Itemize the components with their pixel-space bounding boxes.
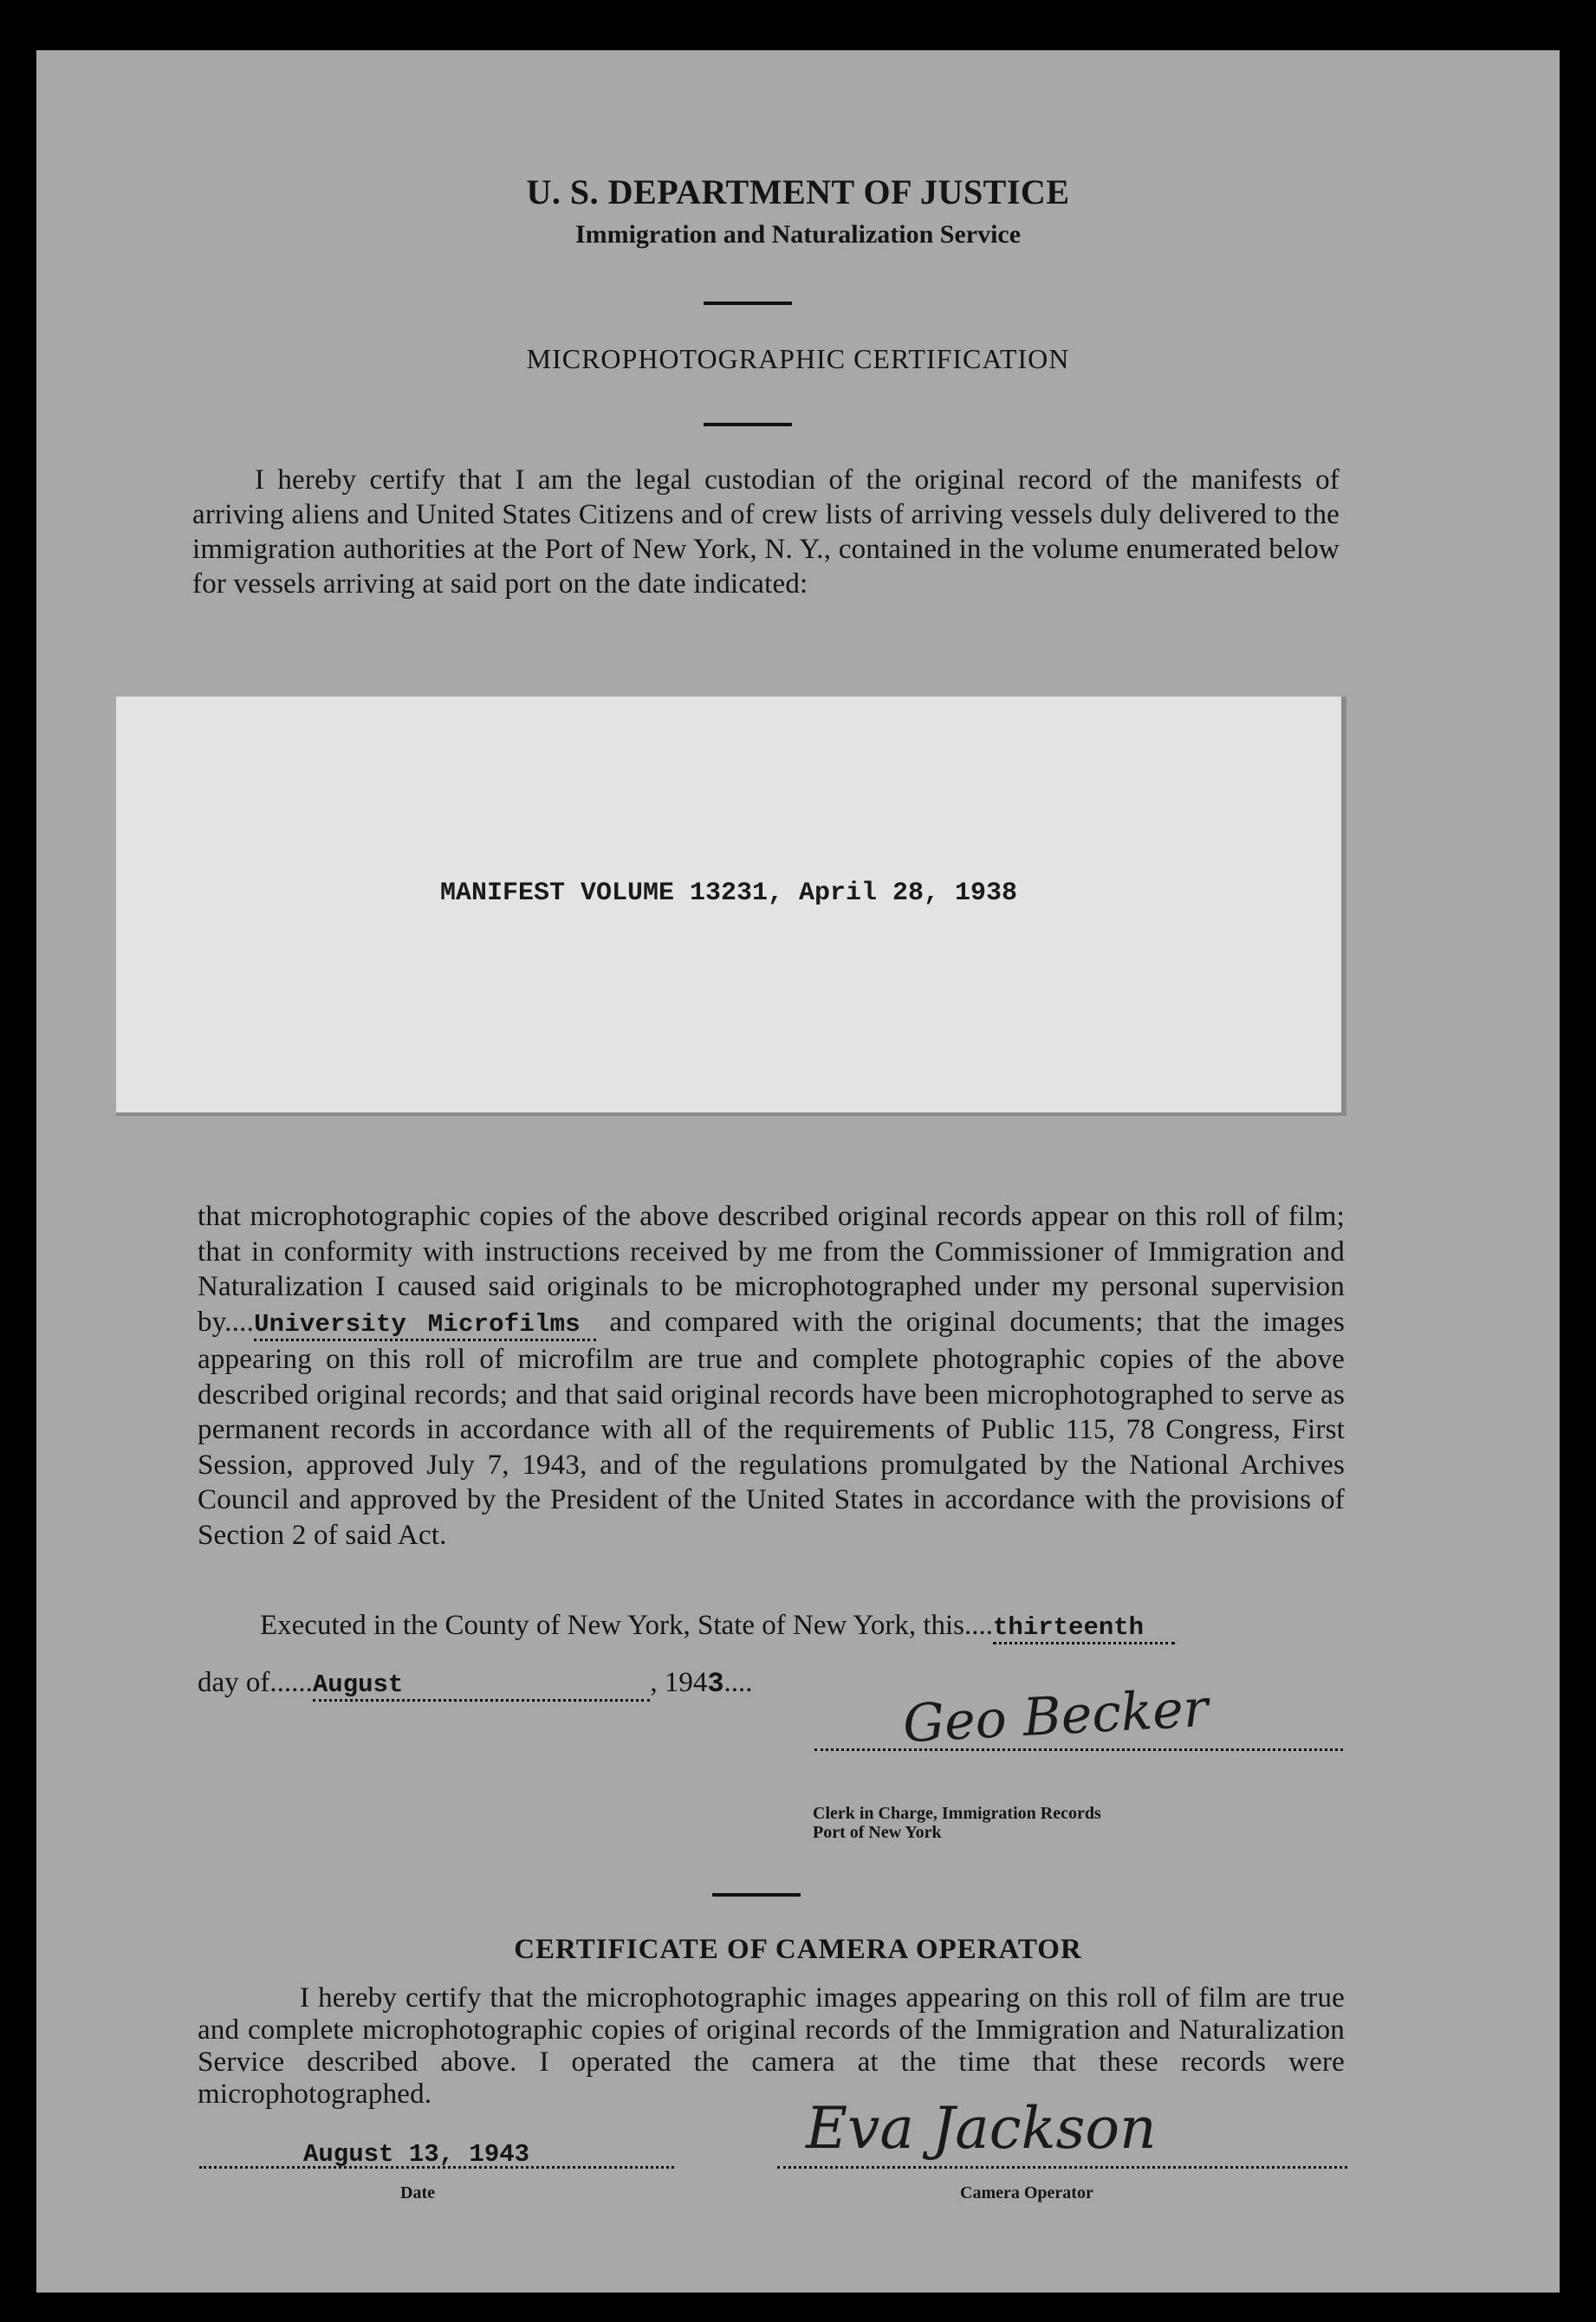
camera-certificate-title: CERTIFICATE OF CAMERA OPERATOR: [514, 1934, 1082, 1965]
executed-day: thirteenth: [993, 1613, 1175, 1644]
manifest-volume-label: MANIFEST VOLUME 13231, April 28, 1938: [439, 879, 1018, 908]
executed-year-prefix: , 194: [650, 1667, 708, 1698]
header-divider-bottom: [704, 423, 792, 426]
day-of-label: day of: [198, 1667, 270, 1698]
certificate-date: August 13, 1943: [303, 2140, 530, 2169]
operator-signature-line: [777, 2166, 1347, 2169]
intro-paragraph: I hereby certify that I am the legal custodian of the original record of the manifests of arriving aliens and United States Citizens and of crew lists of arriving vessels duly delivered to the immigration authorities at the Port of New York, N. Y., contained in the volume enumerated below for vessels arriving at said port on the date indicated:: [192, 464, 1340, 600]
service-subheading: Immigration and Naturalization Service: [574, 220, 1022, 249]
certificate-page: [36, 50, 1560, 2293]
clerk-signature-line: [814, 1748, 1343, 1751]
day-of-line: day of......August , 1943....: [198, 1667, 753, 1700]
section-divider: [712, 1893, 801, 1897]
date-label: Date: [400, 2183, 435, 2202]
operator-signature: Eva Jackson: [806, 2095, 1157, 2162]
body-part-1: that microphotographic copies of the above described original records appear on this roll of film; that in conformity with instructions received by me from the Commissioner of Immigration and Naturalization I caused said originals to be microphotographed under my personal supervision by: [198, 1201, 1345, 1338]
department-heading: U. S. DEPARTMENT OF JUSTICE: [526, 172, 1070, 211]
executed-month: August: [313, 1670, 650, 1702]
executed-line: Executed in the County of New York, State of New York, this....thirteenth: [260, 1610, 1175, 1642]
executed-prefix: Executed in the County of New York, State of New York, this: [260, 1610, 965, 1641]
executed-year-digit: 3: [707, 1668, 724, 1700]
certification-body: that microphotographic copies of the above described original records appear on this roll of film; that in conformity with instructions received by me from the Commissioner of Immigration and Naturalization I caused said originals to be microphotographed under my personal supervision by....University Microfilms and compared with the original documents; that the images appearing on this roll of microfilm are true and complete photographic copies of the above described original records; and that said original records have been microphotographed to serve as permanent records in accordance with all of the requirements of Public 115, 78 Congress, First Session, approved July 7, 1943, and of the regulations promulgated by the National Archives Council and approved by the President of the United States in accordance with the provisions of Section 2 of said Act.: [198, 1201, 1346, 1551]
camera-certificate-text: I hereby certify that the microphotographic images appearing on this roll of film are true and complete microphotographic copies of original records of the Immigration and Naturalization Service described above. I operated the camera at the time that these records were microphotographed.: [198, 1982, 1345, 2110]
body-part-2: and compared with the original documents; that the images appearing on this roll of microfilm are true and complete photographic copies of the above described original records; and that said original records have been microphotographed to serve as permanent records in accordance with all of the requirements of Public 115, 78 Congress, First Session, approved July 7, 1943, and of the regulations promulgated by the National Archives Council and approved by the President of the United States in accordance with the provisions of Section 2 of said Act.: [198, 1306, 1346, 1551]
volume-slip: [116, 697, 1346, 1116]
operator-label: Camera Operator: [960, 2183, 1093, 2202]
clerk-title: [813, 1804, 1101, 1842]
supervisor-name: University Microfilms: [254, 1310, 596, 1341]
clerk-title-line-2: Port of New York: [813, 1823, 942, 1842]
header-divider-top: [704, 302, 792, 305]
certification-title: MICROPHOTOGRAPHIC CERTIFICATION: [526, 343, 1070, 374]
clerk-signature: Geo Becker: [901, 1677, 1210, 1755]
clerk-title-line-1: Clerk in Charge, Immigration Records: [813, 1804, 1101, 1823]
